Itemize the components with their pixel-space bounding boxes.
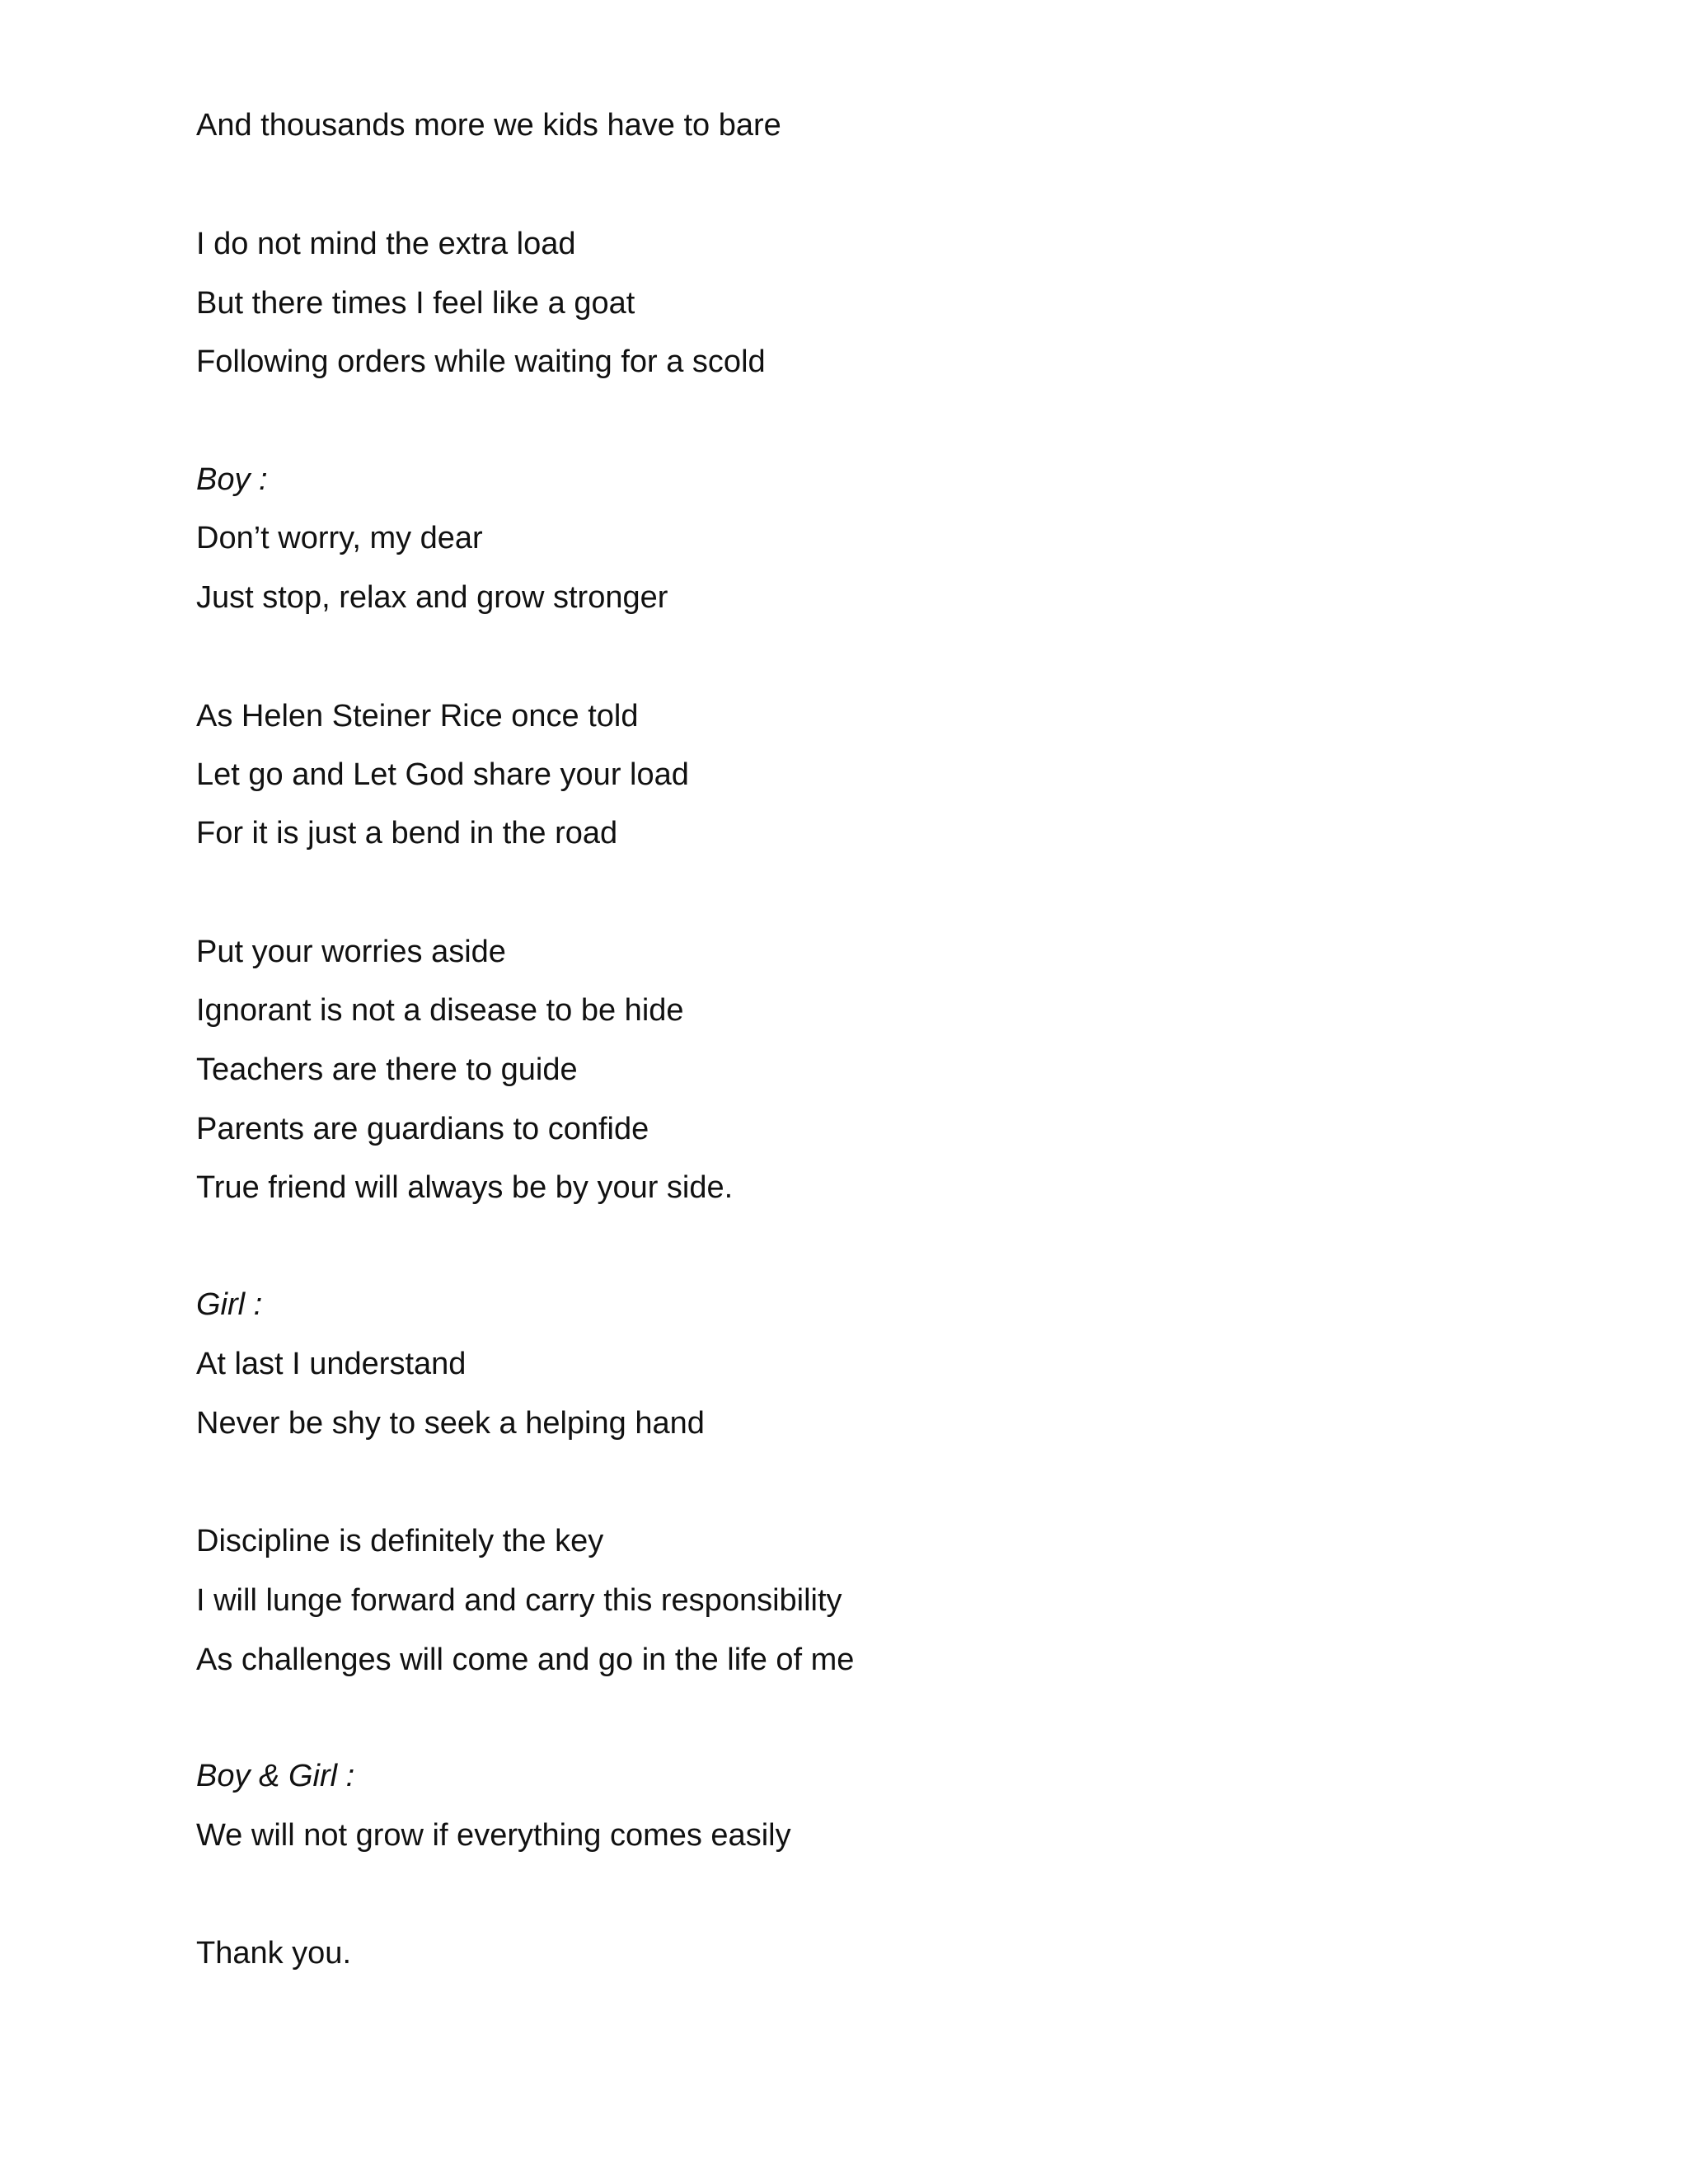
poem-line: Let go and Let God share your load xyxy=(196,757,689,792)
poem-line: True friend will always be by your side. xyxy=(196,1170,734,1205)
poem-line: Put your worries aside xyxy=(196,935,506,969)
closing-line: Thank you. xyxy=(196,1936,351,1971)
poem-line: We will not grow if everything comes easily xyxy=(196,1818,791,1853)
poem-line: I will lunge forward and carry this responsibility xyxy=(196,1583,842,1618)
poem-line: But there times I feel like a goat xyxy=(196,286,635,321)
poem-line: Just stop, relax and grow stronger xyxy=(196,580,668,615)
poem-line: For it is just a bend in the road xyxy=(196,816,618,851)
poem-line: At last I understand xyxy=(196,1347,467,1381)
poem-line: I do not mind the extra load xyxy=(196,227,576,261)
speaker-label-boy-and-girl: Boy & Girl : xyxy=(196,1759,355,1793)
speaker-label-boy: Boy : xyxy=(196,462,268,497)
poem-line: Don’t worry, my dear xyxy=(196,521,483,555)
poem-line: As challenges will come and go in the life of me xyxy=(196,1643,855,1677)
poem-line: Ignorant is not a disease to be hide xyxy=(196,993,684,1028)
poem-line: Teachers are there to guide xyxy=(196,1052,578,1087)
poem-line: As Helen Steiner Rice once told xyxy=(196,699,639,733)
poem-line: Following orders while waiting for a scold xyxy=(196,344,766,379)
poem-line: Parents are guardians to confide xyxy=(196,1112,649,1146)
poem-line: Discipline is definitely the key xyxy=(196,1524,604,1558)
poem-line: Never be shy to seek a helping hand xyxy=(196,1406,705,1441)
poem-line: And thousands more we kids have to bare xyxy=(196,108,781,143)
speaker-label-girl: Girl : xyxy=(196,1287,263,1322)
